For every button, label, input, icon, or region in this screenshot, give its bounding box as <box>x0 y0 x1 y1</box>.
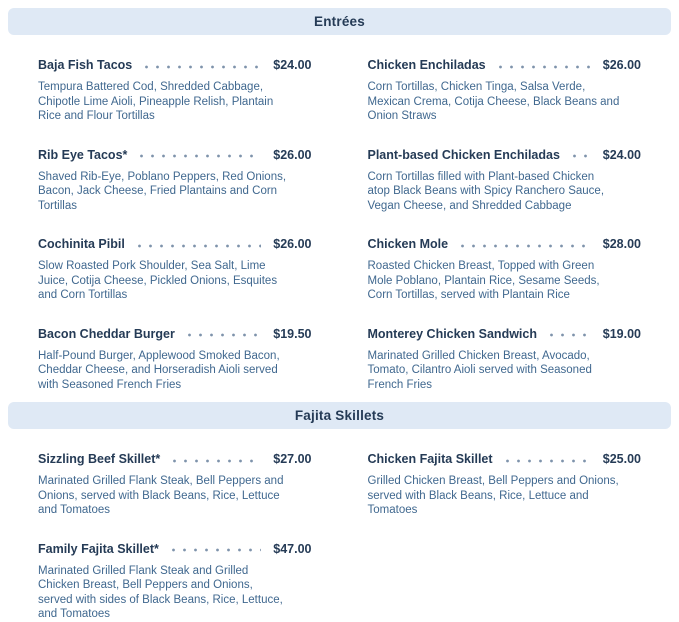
item-name: Bacon Cheddar Burger <box>38 326 175 341</box>
menu-item <box>368 148 642 214</box>
item-description: Corn Tortillas, Chicken Tinga, Salsa Verde, Mexican Crema, Cotija Cheese, Black Beans and Onion Straws <box>367 81 620 122</box>
menu-section <box>8 8 671 392</box>
dotted-leader <box>184 329 261 341</box>
section-title: Fajita Skillets <box>294 408 385 423</box>
item-title-row <box>368 237 642 252</box>
menu-item <box>368 327 642 393</box>
menu-item <box>38 148 312 214</box>
item-title-row <box>368 327 642 342</box>
item-description: Marinated Grilled Flank Steak, Bell Peppers and Onions, served with Black Beans, Rice, Lettuce and Tomatoes <box>38 475 284 516</box>
menu-item <box>368 237 642 303</box>
dotted-leader <box>546 329 591 341</box>
dotted-leader <box>169 455 261 467</box>
item-description: Shaved Rib-Eye, Poblano Peppers, Red Onions, Bacon, Jack Cheese, Fried Plantains and Corn Tortillas <box>38 170 287 212</box>
item-description: Marinated Grilled Chicken Breast, Avocado, Tomato, Cilantro Aioli served with Seasoned French Fries <box>367 349 592 391</box>
menu-item <box>38 58 312 124</box>
item-description: Tempura Battered Cod, Shredded Cabbage, Chipotle Lime Aioli, Pineapple Relish, Plantain Rice and Flour Tortillas <box>38 81 274 122</box>
section-header <box>8 8 671 35</box>
dotted-leader <box>495 61 591 73</box>
menu-document <box>8 8 671 622</box>
item-title-row <box>38 452 312 467</box>
item-title-row <box>38 237 312 252</box>
item-name: Chicken Fajita Skillet <box>367 452 493 466</box>
section-title: Entrées <box>314 14 365 29</box>
item-price: $26.00 <box>602 58 641 72</box>
dotted-leader <box>141 61 261 73</box>
item-price: $26.00 <box>273 237 312 251</box>
menu-item <box>38 237 312 303</box>
item-name: Sizzling Beef Skillet* <box>38 452 161 466</box>
item-description: Half-Pound Burger, Applewood Smoked Bacon, Cheddar Cheese, and Horseradish Aioli served with Seasoned French Fries <box>38 349 280 391</box>
item-price: $19.00 <box>602 326 641 341</box>
item-name: Monterey Chicken Sandwich <box>367 326 537 341</box>
item-price: $26.00 <box>273 147 312 162</box>
item-price: $24.00 <box>602 147 641 162</box>
item-description: Grilled Chicken Breast, Bell Peppers and Onions, served with Black Beans, Rice, Lettuce and Tomatoes <box>367 475 619 516</box>
item-name: Baja Fish Tacos <box>38 58 133 72</box>
item-name: Family Fajita Skillet* <box>38 541 159 556</box>
dotted-leader <box>136 150 261 162</box>
dotted-leader <box>569 150 591 162</box>
item-price: $24.00 <box>273 58 312 72</box>
item-title-row <box>38 542 312 557</box>
item-price: $28.00 <box>602 237 641 251</box>
section-items <box>8 429 671 622</box>
item-title-row <box>38 327 312 342</box>
menu-item <box>368 58 642 124</box>
menu-item <box>38 542 312 622</box>
item-title-row <box>368 148 642 163</box>
item-name: Cochinita Pibil <box>38 237 125 251</box>
dotted-leader <box>457 240 591 252</box>
menu-section <box>8 402 671 622</box>
item-title-row <box>368 58 642 73</box>
item-description: Roasted Chicken Breast, Topped with Green Mole Poblano, Plantain Rice, Sesame Seeds, Corn Tortillas, served with Plantain Rice <box>367 260 600 301</box>
section-header <box>8 402 671 429</box>
item-title-row <box>368 452 642 467</box>
dotted-leader <box>134 240 261 252</box>
item-name: Chicken Mole <box>367 237 449 251</box>
dotted-leader <box>502 455 591 467</box>
item-price: $47.00 <box>273 541 312 556</box>
menu-item <box>368 452 642 518</box>
item-description: Slow Roasted Pork Shoulder, Sea Salt, Lime Juice, Cotija Cheese, Pickled Onions, Esquites and Corn Tortillas <box>38 260 278 301</box>
item-description: Corn Tortillas filled with Plant-based Chicken atop Black Beans with Spicy Ranchero Sauce, Vegan Cheese, and Shredded Cabbage <box>367 170 605 212</box>
menu-item <box>38 327 312 393</box>
item-price: $27.00 <box>273 452 312 466</box>
dotted-leader <box>168 544 261 556</box>
item-price: $25.00 <box>602 452 641 466</box>
item-description: Marinated Grilled Flank Steak and Grilled Chicken Breast, Bell Peppers and Onions, served with sides of Black Beans, Rice, Lettuce, and Tomatoes <box>38 564 283 620</box>
item-title-row <box>38 58 312 73</box>
menu-item <box>38 452 312 518</box>
item-title-row <box>38 148 312 163</box>
item-name: Chicken Enchiladas <box>367 58 486 72</box>
item-price: $19.50 <box>273 326 312 341</box>
item-name: Plant-based Chicken Enchiladas <box>367 147 560 162</box>
item-name: Rib Eye Tacos* <box>38 147 128 162</box>
section-items <box>8 35 671 392</box>
